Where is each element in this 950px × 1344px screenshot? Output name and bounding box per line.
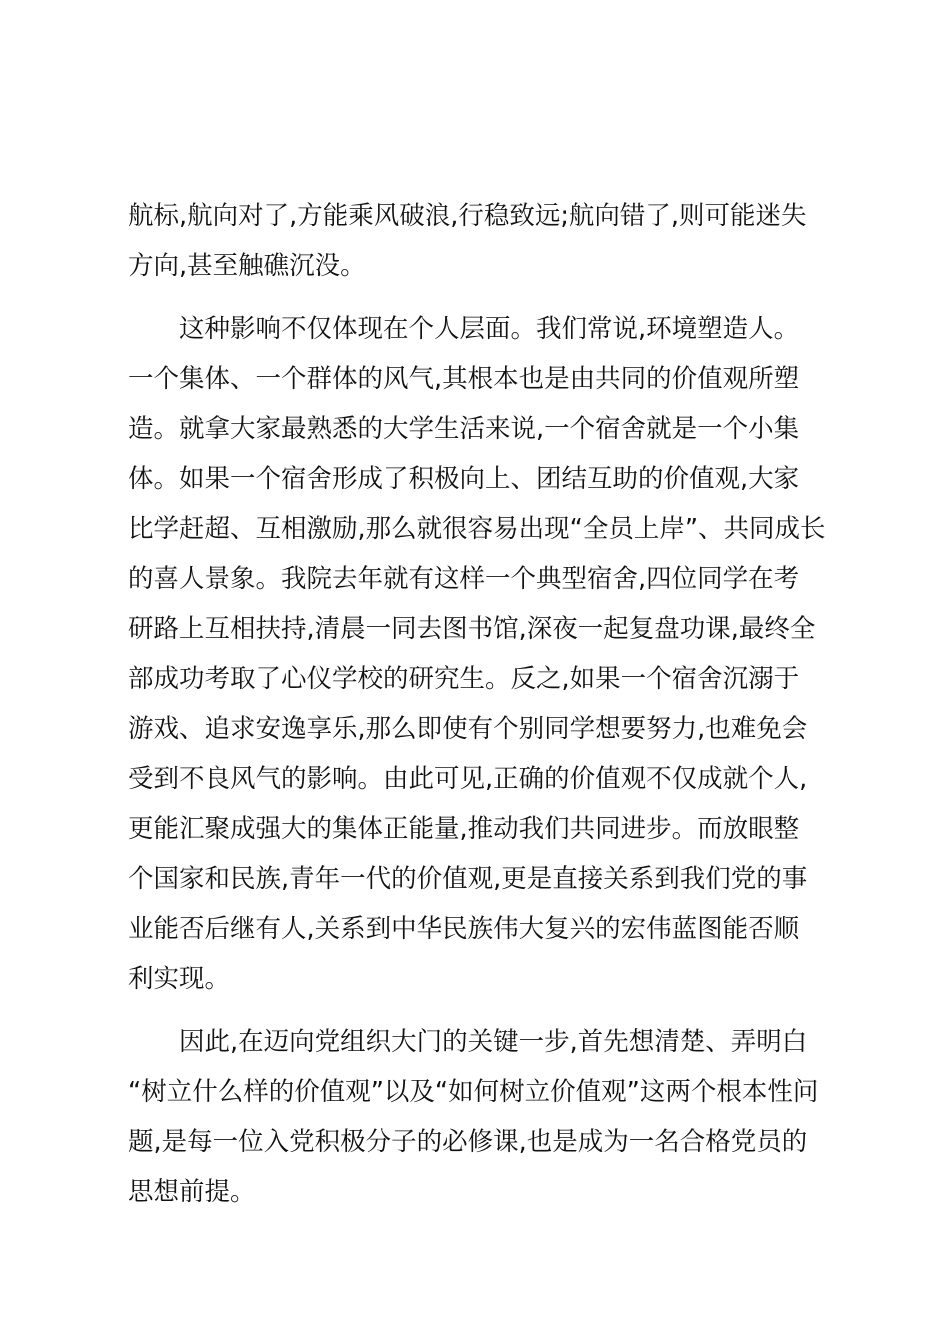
text-line: 部成功考取了心仪学校的研究生。反之,如果一个宿舍沉溺于: [128, 664, 800, 694]
text-line: 更能汇聚成强大的集体正能量,推动我们共同进步。而放眼整: [128, 814, 800, 844]
text-line: 题,是每一位入党积极分子的必修课,也是成为一名合格党员的: [128, 1127, 808, 1157]
paragraph-3: [128, 1017, 828, 1217]
text-line: 游戏、追求安逸享乐,那么即使有个别同学想要努力,也难免会: [128, 714, 808, 744]
text-line: 业能否后继有人,关系到中华民族伟大复兴的宏伟蓝图能否顺: [128, 914, 800, 944]
text-line: “树立什么样的价值观”以及“如何树立价值观”这两个根本性问: [128, 1077, 819, 1107]
text-line: 一个集体、一个群体的风气,其根本也是由共同的价值观所塑: [128, 364, 800, 394]
text-line: 方向,甚至触礁沉没。: [128, 251, 366, 281]
text-line: 造。就拿大家最熟悉的大学生活来说,一个宿舍就是一个小集: [128, 414, 800, 444]
text-line: 的喜人景象。我院去年就有这样一个典型宿舍,四位同学在考: [128, 564, 800, 594]
paragraph-1: [128, 191, 828, 291]
text-line: 个国家和民族,青年一代的价值观,更是直接关系到我们党的事: [128, 864, 808, 894]
text-line: 研路上互相扶持,清晨一同去图书馆,深夜一起复盘功课,最终全: [128, 614, 816, 644]
document-body: [128, 191, 828, 1217]
text-line: 受到不良风气的影响。由此可见,正确的价值观不仅成就个人,: [128, 764, 808, 794]
text-line: 思想前提。: [128, 1177, 256, 1207]
text-line: 这种影响不仅体现在个人层面。我们常说,环境塑造人。: [179, 314, 800, 344]
text-line: 利实现。: [128, 964, 231, 994]
text-line: 体。如果一个宿舍形成了积极向上、团结互助的价值观,大家: [128, 464, 800, 494]
text-line: 因此,在迈向党组织大门的关键一步,首先想清楚、弄明白: [179, 1027, 808, 1057]
text-line: 航标,航向对了,方能乘风破浪,行稳致远;航向错了,则可能迷失: [128, 201, 807, 231]
text-line: 比学赶超、互相激励,那么就很容易出现“全员上岸”、共同成长: [128, 514, 826, 544]
paragraph-2: [128, 304, 828, 1004]
